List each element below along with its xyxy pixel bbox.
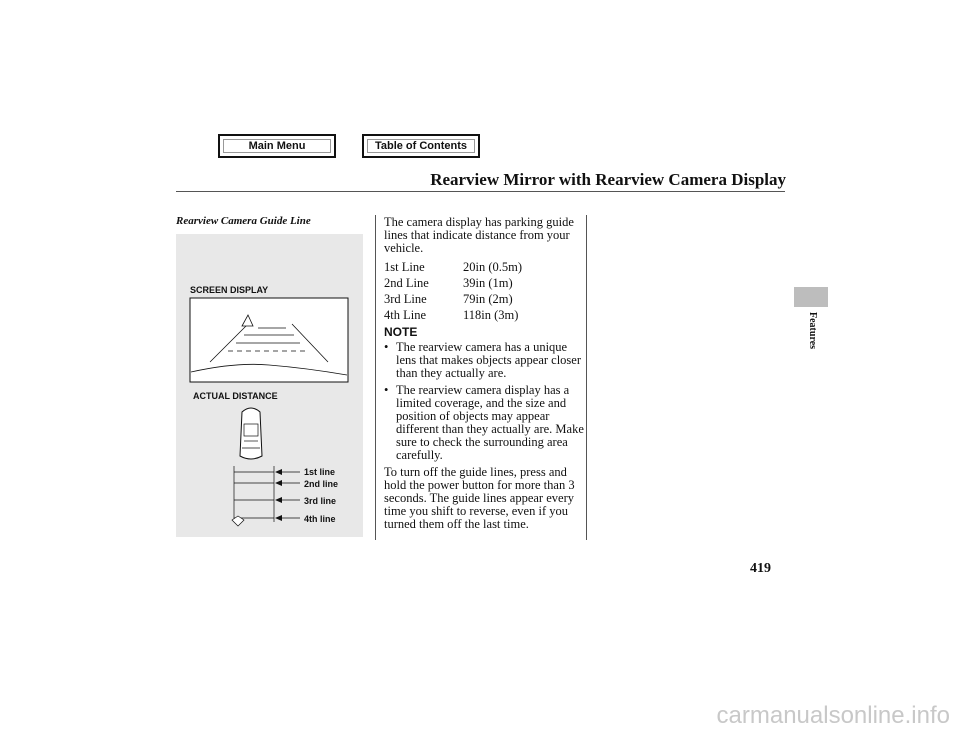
actual-distance-label: ACTUAL DISTANCE: [193, 391, 278, 401]
figure-caption: Rearview Camera Guide Line: [176, 215, 311, 227]
line-1-callout: [275, 467, 335, 477]
distance-row: 2nd Line 39in (1m): [384, 276, 513, 290]
column-divider-left: [375, 215, 376, 540]
screen-display-frame: [190, 298, 348, 382]
closing-paragraph: To turn off the guide lines, press and hold the power button for more than 3 seconds. The guide lines appear every time you shift to reverse, even if you turned them off the last time.: [384, 465, 575, 531]
line-2-callout: [275, 479, 338, 489]
screen-display-label: SCREEN DISPLAY: [190, 285, 269, 295]
intro-paragraph: The camera display has parking guide lines that indicate distance from your vehicle.: [384, 215, 574, 255]
page-title: Rearview Mirror with Rearview Camera Display: [430, 170, 786, 189]
svg-text:3rd line: 3rd line: [304, 496, 337, 506]
line-3-callout: [275, 496, 336, 506]
section-label: Features: [807, 312, 818, 350]
guide-line-figure: [176, 234, 363, 537]
line-4-callout: [275, 514, 336, 524]
table-of-contents-label: Table of Contents: [374, 140, 468, 152]
note-heading: NOTE: [384, 325, 418, 339]
watermark: carmanualsonline.info: [716, 702, 950, 729]
body-text: [384, 216, 584, 531]
car-icon: [240, 408, 262, 459]
svg-text:4th line: 4th line: [304, 514, 336, 524]
main-menu-label: Main Menu: [248, 140, 306, 152]
distance-row: 3rd Line 79in (2m): [384, 292, 513, 306]
guide-line-illustration: [176, 234, 363, 537]
note-bullet: • The rearview camera has a unique lens that makes objects appear closer than they actually are.: [384, 340, 581, 380]
svg-text:1st line: 1st line: [304, 467, 336, 477]
column-divider-right: [586, 215, 587, 540]
header-divider: [176, 191, 785, 192]
note-bullet: • The rearview camera display has a limited coverage, and the size and position of objects may appear different than they actually are. Make sure to check the surrounding area carefully.: [384, 383, 584, 462]
section-tab: [794, 287, 828, 307]
table-of-contents-button[interactable]: [362, 134, 480, 158]
distance-row: 1st Line 20in (0.5m): [384, 260, 523, 274]
main-menu-button[interactable]: [218, 134, 336, 158]
page-number: 419: [750, 561, 771, 576]
distance-row: 4th Line 118in (3m): [384, 308, 519, 322]
svg-text:2nd line: 2nd line: [304, 479, 339, 489]
